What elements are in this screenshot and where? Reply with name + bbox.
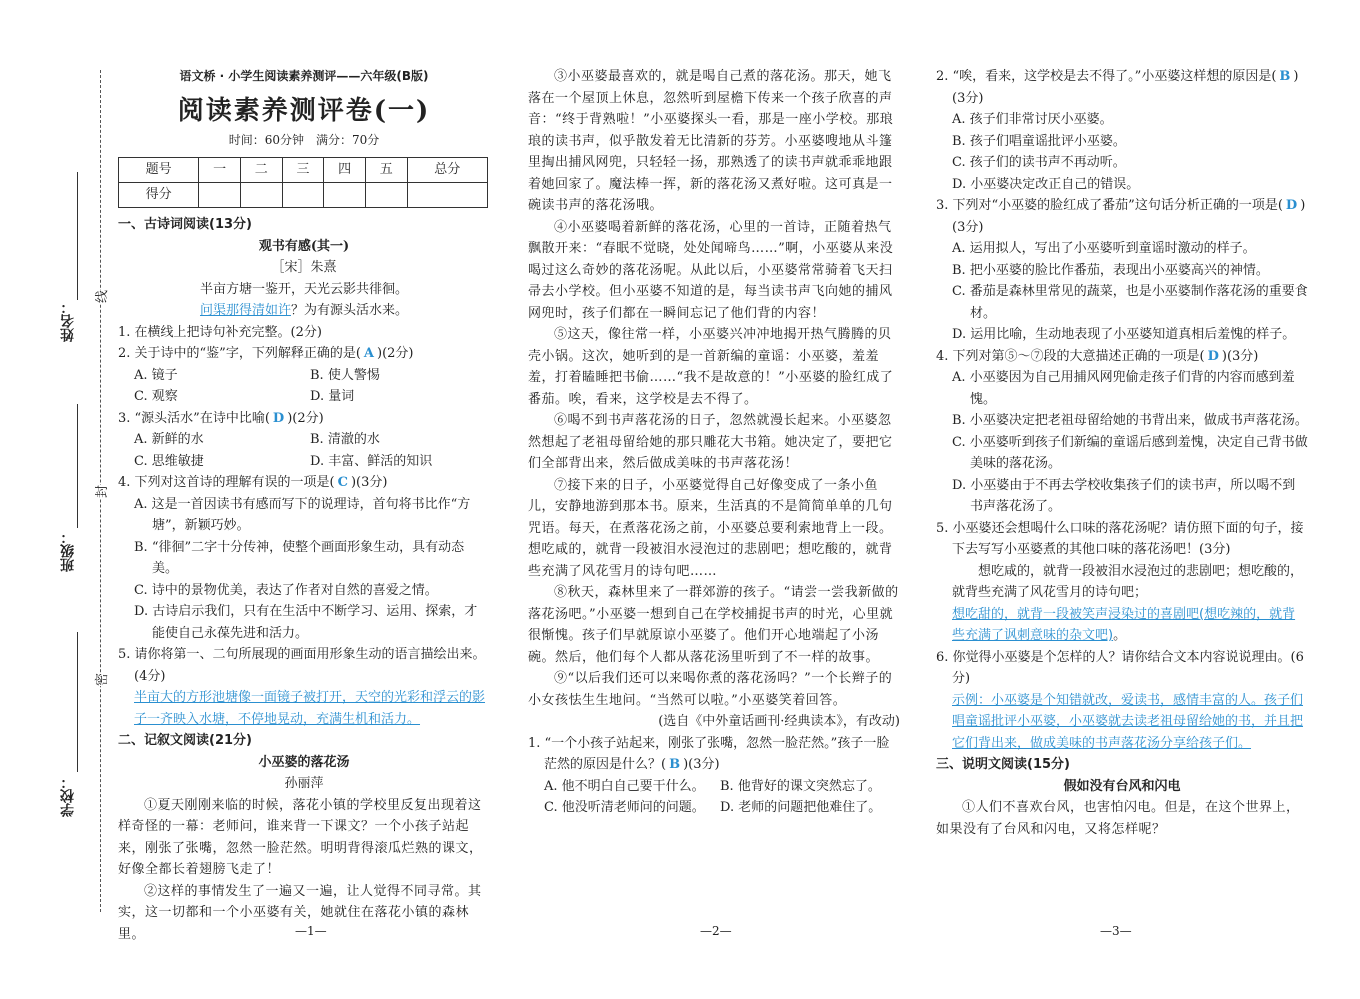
option[interactable]: A. 新鲜的水 [134, 432, 204, 447]
school-field[interactable] [77, 632, 78, 772]
page-1-column [118, 60, 490, 945]
story-paragraph: ⑤这天，像往常一样，小巫婆兴冲冲地揭开热气腾腾的贝壳小锅。这次，她听到的是一首新编的童谣：小巫婆，羞羞羞，打着瞌睡把书偷……“我不是故意的！”小巫婆的脸红成了番茄。唉，看来，这学校是去不得了。 [528, 327, 894, 407]
page-2-column [528, 66, 900, 819]
poem-line-2 [118, 300, 490, 322]
option[interactable]: D. 古诗启示我们，只有在生活中不断学习、运用、探索，才能使自己永葆先进和活力。 [134, 604, 478, 641]
binding-margin [0, 0, 111, 999]
question-points: )(3分) [952, 69, 1299, 106]
score-cell[interactable] [365, 183, 407, 208]
score-table-cell: 得分 [119, 183, 199, 208]
question-points: )(3分) [1221, 348, 1259, 364]
score-table-cell: 二 [240, 158, 282, 183]
option[interactable]: D. 小巫婆由于不再去学校收集孩子们的读书声，所以喝不到书声落花汤了。 [952, 477, 1296, 514]
answer-mark[interactable]: D [1207, 348, 1219, 364]
seal-char-xian: 线 [89, 290, 112, 303]
question-text: 3. “源头活水”在诗中比喻( [118, 410, 270, 426]
story-paragraph: ⑨“以后我们还可以来喝你煮的落花汤吗？”一个长辫子的小女孩怯生生地问。“当然可以啦。”小巫婆笑着回答。 [528, 671, 893, 708]
article-paragraph: ①人们不喜欢台风，也害怕闪电。但是，在这个世界上，如果没有了台风和闪电，又将怎样呢？ [936, 800, 1300, 837]
question-text: 2. 关于诗中的“鉴”字，下列解释正确的是( [118, 346, 361, 361]
option[interactable]: B. 他背好的课文突然忘了。 [720, 778, 881, 794]
question-points: )(3分) [350, 475, 388, 490]
page-number: —2— [700, 924, 732, 938]
score-cell[interactable] [240, 183, 282, 208]
option[interactable]: A. 他不明白自己要干什么。 [544, 778, 705, 794]
option[interactable]: C. 孩子们的读书声不再动听。 [952, 155, 1126, 170]
options-row [118, 365, 490, 387]
section-3-heading: 三、说明文阅读(15分) [936, 757, 1070, 772]
poem-title: 观书有感(其一) [258, 238, 350, 254]
section-1-heading: 一、古诗词阅读(13分) [118, 217, 252, 232]
score-table-score-row [119, 183, 488, 208]
handwritten-answer: 半亩大的方形池塘像一面镜子被打开，天空的光彩和浮云的影子一齐映入水塘，不停地晃动，充满生机和活力。 [134, 690, 486, 727]
answer-mark[interactable]: B [1279, 69, 1291, 84]
option[interactable]: D. 运用比喻，生动地表现了小巫婆知道真相后羞愧的样子。 [952, 327, 1296, 342]
option[interactable]: A. 这是一首因读书有感而写下的说理诗，首句将书比作“方塘”，新颖巧妙。 [134, 496, 471, 533]
name-field[interactable] [77, 172, 78, 300]
options-row [118, 429, 490, 451]
question-text: 4. 下列对第⑤～⑦段的大意描述正确的一项是( [936, 348, 1205, 364]
question-2-1 [528, 733, 900, 776]
score-cell[interactable] [407, 183, 487, 208]
answer-box[interactable] [118, 687, 490, 730]
page-3-column [936, 66, 1308, 840]
option[interactable]: D. 小巫婆决定改正自己的错误。 [952, 176, 1140, 192]
score-cell[interactable] [324, 183, 366, 208]
score-cell[interactable] [282, 183, 324, 208]
story-source: (选自《中外童话画刊·经典读本》，有改动) [658, 714, 900, 729]
question-text: 2. “唉，看来，这学校是去不得了。”小巫婆这样想的原因是( [936, 69, 1277, 84]
seal-char-feng: 封 [89, 485, 112, 498]
story-title: 小巫婆的落花汤 [258, 754, 350, 770]
score-table-cell: 五 [365, 158, 407, 183]
answer-mark[interactable]: B [669, 757, 681, 772]
name-label: 姓名： [60, 300, 76, 342]
question-2-4 [936, 346, 1308, 368]
option[interactable]: A. 运用拟人，写出了小巫婆听到童谣时激动的样子。 [952, 241, 1256, 256]
score-table-cell: 四 [324, 158, 366, 183]
option[interactable]: D. 量词 [310, 389, 355, 404]
poem-line-2-rest: ？为有源头活水来。 [291, 303, 409, 318]
option[interactable]: C. 小巫婆听到孩子们新编的童谣后感到羞愧，决定自己背书做美味的落花汤。 [952, 434, 1308, 471]
option[interactable]: C. 思维敏捷 [134, 453, 204, 469]
question-1-1: 1. 在横线上把诗句补充完整。(2分) [118, 324, 322, 340]
option[interactable]: B. 清澈的水 [310, 432, 380, 447]
answer-mark[interactable]: D [272, 410, 285, 426]
given-sentence [952, 561, 1308, 604]
option[interactable]: A. 小巫婆因为自己用捕风网兜偷走孩子们背的内容而感到羞愧。 [952, 370, 1295, 407]
score-table-cell: 一 [199, 158, 241, 183]
class-field[interactable] [77, 404, 78, 528]
handwritten-answer: 示例：小巫婆是个知错就改，爱读书，感情丰富的人。孩子们唱童谣批评小巫婆，小巫婆就去读老祖母留给她的书，并且把它们背出来，做成美味的书声落花汤分享给孩子们。 [952, 692, 1304, 751]
story-author: 孙丽萍 [284, 776, 324, 791]
page-title: 阅读素养测评卷(一) [177, 95, 431, 126]
poem-line-1: 半亩方塘一鉴开，天光云影共徘徊。 [199, 281, 408, 297]
options-row [528, 797, 900, 819]
options-row [528, 776, 900, 798]
option[interactable]: B. 把小巫婆的脸比作番茄，表现出小巫婆高兴的神情。 [952, 262, 1269, 278]
answer-box[interactable] [936, 561, 1308, 647]
story-paragraph: ③小巫婆最喜欢的，就是喝自己煮的落花汤。那天，她飞落在一个屋顶上休息，忽然听到屋檐下传来一个孩子欣喜的声音：“终于背熟啦！”小巫婆探头一看，那是一座小学校。那琅琅的读书声，似乎散发着无比清新的芬芳。小巫婆嗖地从斗篷里掏出捕风网兜，只轻轻一扬，那熟透了的读书声就乖乖地跟着她回家了。魔法棒一挥，新的落花汤又煮好啦。这可真是一碗读书声的落花汤哦。 [528, 69, 894, 213]
question-2-2 [936, 66, 1308, 109]
school-label: 学校： [60, 775, 76, 817]
question-points: )(2分) [287, 410, 324, 426]
question-1-3 [118, 408, 490, 430]
score-table [118, 157, 488, 208]
question-points: )(3分) [952, 198, 1306, 235]
option[interactable]: B. 使人警惕 [310, 367, 380, 383]
option[interactable]: A. 孩子们非常讨厌小巫婆。 [952, 112, 1113, 127]
story-paragraph: ①夏天刚刚来临的时候，落花小镇的学校里反复出现着这样奇怪的一幕：老师问，谁来背一下课文？一个小孩子站起来，刚张了张嘴，忽然一脸茫然。明明背得滚瓜烂熟的课文，好像全都长着翅膀飞走了！ [118, 797, 483, 877]
page-number: —3— [1100, 924, 1132, 938]
seal-char-mi: 密 [89, 673, 112, 686]
answer-mark[interactable]: D [1285, 198, 1298, 213]
story-paragraph: ②这样的事情发生了一遍又一遍，让人觉得不同寻常。其实，这一切都和一个小巫婆有关，她就住在落花小镇的森林里。 [118, 883, 482, 942]
option[interactable]: B. 孩子们唱童谣批评小巫婆。 [952, 133, 1126, 149]
option[interactable]: C. 观察 [134, 389, 178, 404]
option[interactable]: A. 镜子 [134, 367, 178, 383]
story-paragraph: ⑦接下来的日子，小巫婆觉得自己好像变成了一条小鱼儿，安静地游到那本书。原来，生活真的不是简简单单的几句咒语。每天，在煮落花汤之前，小巫婆总要利索地背上一段。想吃咸的，就背一段被泪水浸泡过的悲剧吧；想吃酸的，就背些充满了风花雪月的诗句吧…… [528, 477, 893, 579]
question-2-6: 6. 你觉得小巫婆是个怎样的人？请你结合文本内容说说理由。(6分) [936, 649, 1304, 686]
question-1-2 [118, 343, 490, 365]
question-1-4 [118, 472, 490, 494]
question-1-5: 5. 请你将第一、二句所展现的画面用形象生动的语言描绘出来。(4分) [118, 647, 486, 684]
sentence-end: 。 [1113, 628, 1127, 643]
question-points: )(2分) [377, 346, 414, 361]
score-table-cell: 题号 [119, 158, 199, 183]
story-paragraph: ⑧秋天，森林里来了一群郊游的孩子。“请尝一尝我新做的落花汤吧。”小巫婆一想到自己在学校捕捉书声的时光，心里就很惭愧。孩子们早就原谅小巫婆了。他们开心地端起了小汤碗。然后，他们每个人都从落花汤里听到了不一样的故事。 [528, 585, 899, 665]
option[interactable]: C. 番茄是森林里常见的蔬菜，也是小巫婆制作落花汤的重要食材。 [952, 284, 1308, 321]
article-title: 假如没有台风和闪电 [1063, 778, 1181, 794]
options-row [118, 451, 490, 473]
question-text: 4. 下列对这首诗的理解有误的一项是( [118, 475, 335, 490]
answer-box[interactable] [936, 690, 1308, 755]
question-2-5: 5. 小巫婆还会想喝什么口味的落花汤呢？请仿照下面的句子，接下去写写小巫婆煮的其他口味的落花汤吧！(3分) [936, 520, 1304, 557]
question-points: )(3分) [683, 757, 720, 772]
series-title: 语文桥 · 小学生阅读素养测评——六年级(B版) [179, 69, 429, 83]
story-paragraph: ⑥喝不到书声落花汤的日子，忽然就漫长起来。小巫婆忽然想起了老祖母留给她的那只雕花大书箱。她决定了，要把它们全部背出来，然后做成美味的书声落花汤！ [528, 413, 893, 471]
answer-mark[interactable]: C [337, 475, 348, 490]
poem-fill-answer[interactable]: 问渠那得清如许 [199, 303, 291, 318]
score-table-cell: 三 [282, 158, 324, 183]
story-paragraph: ④小巫婆喝着新鲜的落花汤，心里的一首诗，正随着热气飘散开来：“春眠不觉晓，处处闻啼鸟……”啊，小巫婆从来没喝过这么奇妙的落花汤呢。从此以后，小巫婆常常骑着飞天扫帚去小学校。但小巫婆不知道的是，每当读书声飞向她的捕风网兜时，孩子们都在一瞬间忘记了他们背的内容！ [528, 219, 894, 321]
score-table-cell: 总分 [407, 158, 487, 183]
score-cell[interactable] [199, 183, 241, 208]
option[interactable]: B. 小巫婆决定把老祖母留给她的书背出来，做成书声落花汤。 [952, 413, 1308, 428]
given-sentence-text: 想吃咸的，就背一段被泪水浸泡过的悲剧吧；想吃酸的，就背些充满了风花雪月的诗句吧； [952, 563, 1304, 600]
option[interactable]: C. 诗中的景物优美，表达了作者对自然的喜爱之情。 [134, 582, 438, 598]
score-table-header-row [119, 158, 488, 183]
poem-author: ［宋］朱熹 [271, 260, 337, 275]
question-text: 3. 下列对“小巫婆的脸红成了番茄”这句话分析正确的一项是( [936, 198, 1283, 213]
page-number: —1— [295, 924, 327, 938]
handwritten-answer: 想吃甜的，就背一段被笑声浸染过的喜剧吧(想吃辣的，就背些充满了讽刺意味的杂文吧) [952, 606, 1296, 643]
option[interactable]: C. 他没听清老师问的问题。 [544, 800, 705, 815]
option[interactable]: D. 老师的问题把他难住了。 [720, 800, 882, 815]
option[interactable]: B. “徘徊”二字十分传神，使整个画面形象生动，具有动态美。 [134, 539, 465, 576]
question-text: 1. “一个小孩子站起来，刚张了张嘴，忽然一脸茫然。”孩子一脸茫然的原因是什么？( [528, 735, 890, 772]
question-2-3 [936, 195, 1308, 238]
answer-mark[interactable]: A [363, 346, 374, 361]
options-row [118, 386, 490, 408]
class-label: 班级： [60, 530, 76, 572]
time-score-info: 时间：60分钟 满分：70分 [228, 132, 380, 147]
section-2-heading: 二、记叙文阅读(21分) [118, 733, 252, 748]
option[interactable]: D. 丰富、鲜活的知识 [310, 453, 433, 469]
